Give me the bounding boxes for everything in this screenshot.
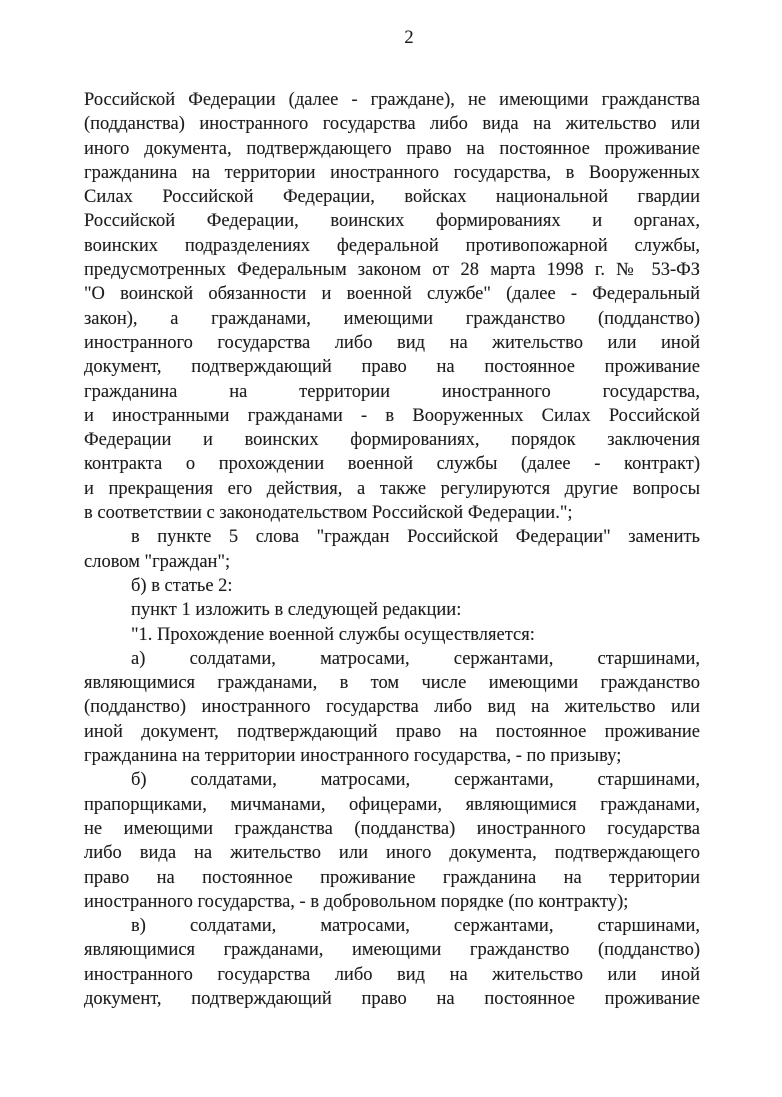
text-line: Российской Федерации, воинских формированиях и органах, — [84, 211, 700, 232]
paragraph — [84, 525, 700, 574]
paragraph — [84, 768, 700, 914]
text-line: не имеющими гражданства (подданства) иностранного государства — [84, 818, 700, 839]
text-line: Силах Российской Федерации, войсках национальной гвардии — [84, 187, 700, 208]
text-line: в) солдатами, матросами, сержантами, старшинами, — [131, 916, 700, 937]
text-line: прапорщиками, мичманами, офицерами, являющимися гражданами, — [84, 794, 700, 815]
text-line: б) в статье 2: — [131, 575, 233, 596]
text-line: иностранного государства либо вид на жительство или иной — [84, 964, 700, 985]
text-line: закон), а гражданами, имеющими гражданство (подданство) — [84, 308, 700, 329]
text-line: являющимися гражданами, в том числе имеющими гражданство — [84, 673, 700, 694]
text-line: (подданства) иностранного государства либо вида на жительство или — [84, 114, 700, 135]
paragraph — [84, 623, 700, 647]
paragraph — [84, 647, 700, 768]
text-line: в пункте 5 слова "граждан Российской Федерации" заменить — [131, 527, 700, 548]
paragraph — [84, 574, 700, 598]
text-line: гражданина на территории иностранного государства, — [84, 381, 700, 402]
text-line: гражданина на территории иностранного государства, - по призыву; — [84, 746, 622, 767]
text-line: иного документа, подтверждающего право на постоянное проживание — [84, 138, 700, 159]
document-text — [84, 88, 700, 1011]
paragraph — [84, 598, 700, 622]
text-line: контракта о прохождении военной службы (далее - контракт) — [84, 454, 700, 475]
text-line: Федерации и воинских формированиях, порядок заключения — [84, 430, 700, 451]
text-line: б) солдатами, матросами, сержантами, старшинами, — [131, 770, 700, 791]
text-line: иностранного государства, - в добровольном порядке (по контракту); — [84, 891, 629, 912]
page-number: 2 — [404, 28, 414, 48]
text-line: документ, подтверждающий право на постоянное проживание — [84, 988, 700, 1009]
text-line: "1. Прохождение военной службы осуществляется: — [131, 624, 535, 645]
text-line: и иностранными гражданами - в Вооруженных Силах Российской — [84, 405, 700, 426]
text-line: в соответствии с законодательством Российской Федерации."; — [84, 503, 573, 524]
text-line: право на постоянное проживание гражданина на территории — [84, 867, 700, 888]
text-line: являющимися гражданами, имеющими гражданство (подданство) — [84, 940, 700, 961]
text-line: словом "граждан"; — [84, 551, 231, 572]
text-line: (подданство) иностранного государства либо вид на жительство или — [84, 697, 700, 718]
text-line: гражданина на территории иностранного государства, в Вооруженных — [84, 162, 700, 183]
text-line: иной документ, подтверждающий право на постоянное проживание — [84, 721, 700, 742]
text-line: воинских подразделениях федеральной противопожарной службы, — [84, 235, 700, 256]
text-line: а) солдатами, матросами, сержантами, старшинами, — [131, 648, 700, 669]
text-line: предусмотренных Федеральным законом от 28 марта 1998 г. № 53-ФЗ — [84, 260, 700, 281]
text-line: иностранного государства либо вид на жительство или иной — [84, 332, 700, 353]
text-line: "О воинской обязанности и военной службе" (далее - Федеральный — [84, 284, 700, 305]
text-line: документ, подтверждающий право на постоянное проживание — [84, 357, 700, 378]
text-line: либо вида на жительство или иного документа, подтверждающего — [84, 843, 700, 864]
paragraph — [84, 88, 700, 525]
text-line: и прекращения его действия, а также регулируются другие вопросы — [84, 478, 700, 499]
text-line: Российской Федерации (далее - граждане), не имеющими гражданства — [84, 90, 700, 110]
text-line: пункт 1 изложить в следующей редакции: — [131, 600, 462, 621]
paragraph — [84, 914, 700, 1011]
